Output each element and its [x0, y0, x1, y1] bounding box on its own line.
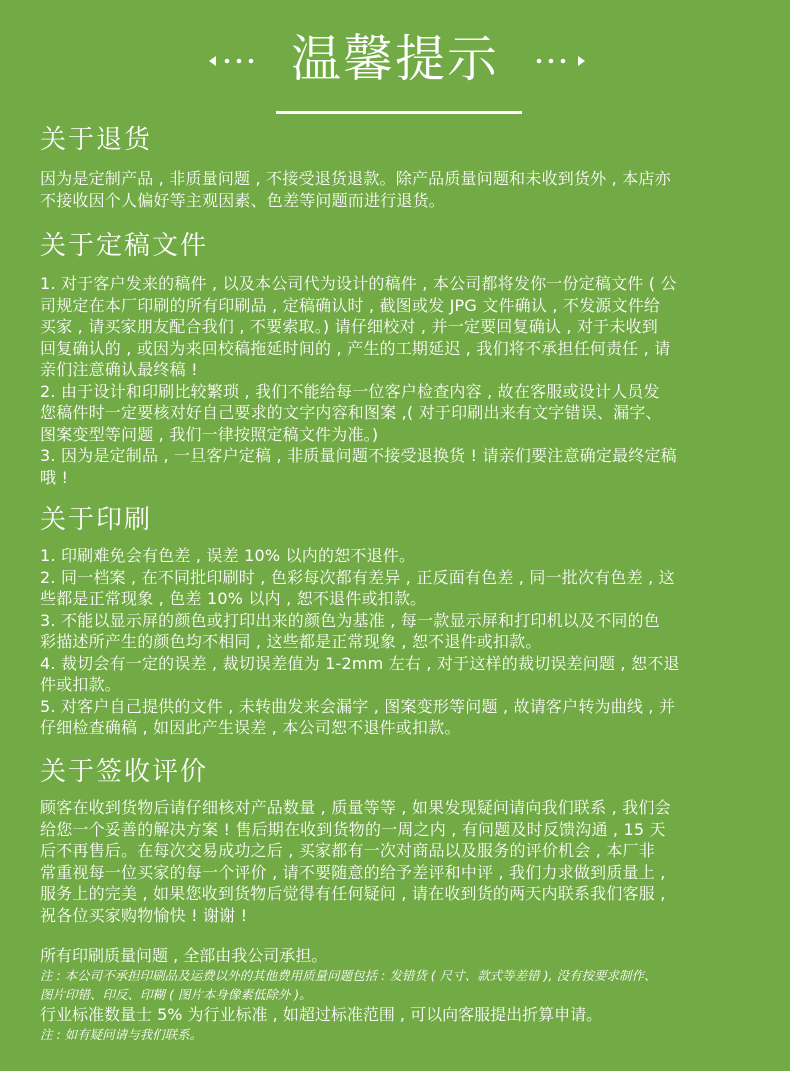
title-underline	[276, 111, 522, 114]
footer-statement: 所有印刷质量问题 , 全部由我公司承担。	[40, 946, 328, 965]
footer-contact-note: 注 : 如有疑问请与我们联系。	[40, 1027, 203, 1042]
header	[0, 26, 790, 116]
right-ornament-icon	[529, 56, 585, 66]
footer-note: 图片印错、印反、印糊 ( 图片本身像素低除外 )。	[40, 987, 312, 1002]
printing-line: 彩描述所产生的颜色均不相同 , 这些都是正常现象 , 恕不退件或扣款。	[40, 632, 542, 651]
draft-line: 哦 !	[40, 467, 69, 487]
draft-line: 3. 因为是定制品 , 一旦客户定稿 , 非质量问题不接受退换货 ! 请亲们要注意确定最终定稿	[40, 446, 677, 465]
review-line: 常重视每一位买家的每一个评价 , 请不要随意的给予差评和中评 , 我们力求做到质量上 ,	[40, 862, 666, 882]
printing-line: 件或扣款。	[40, 675, 122, 694]
printing-line: 3. 不能以显示屏的颜色或打印出来的颜色为基准 , 每一款显示屏和打印机以及不同的色	[40, 610, 661, 630]
draft-line: 亲们注意确认最终稿 !	[40, 360, 198, 379]
section-receipt-review	[40, 757, 760, 926]
review-line: 顾客在收到货物后请仔细核对产品数量 , 质量等等 , 如果发现疑问请向我们联系 , 我们会	[40, 798, 671, 817]
returns-line: 不接收因个人偏好等主观因素、色差等问题而进行退货。	[40, 190, 446, 210]
printing-line: 2. 同一档案 , 在不同批印刷时 , 色彩每次都有差异 , 正反面有色差 , 同一批次有色差 , 这	[40, 567, 675, 587]
printing-line: 4. 裁切会有一定的误差 , 裁切误差值为 1-2mm 左右 , 对于这样的裁切误差问题 , 恕不退	[40, 653, 680, 673]
review-line: 祝各位买家购物愉快 ! 谢谢 !	[40, 905, 248, 925]
draft-line: 买家 , 请买家朋友配合我们 , 不要索取。) 请仔细校对 , 并一定要回复确认 , 对于未收到	[40, 317, 658, 336]
draft-line: 回复确认的 , 或因为来回校稿拖延时间的 , 产生的工期延迟 , 我们将不承担任何责任 , 请	[40, 338, 671, 358]
printing-line: 5. 对客户自己提供的文件 , 未转曲发来会漏字 , 图案变形等问题 , 故请客户转为曲线 , 并	[40, 696, 676, 716]
review-line: 给您一个妥善的解决方案 ! 售后期在收到货物的一周之内 , 有问题及时反馈沟通 , 15 天	[40, 819, 666, 839]
printing-line: 些都是正常现象 , 色差 10% 以内 , 恕不退件或扣款。	[40, 589, 427, 608]
footer	[40, 945, 760, 1044]
review-line: 服务上的完美 , 如果您收到货物后觉得有任何疑问 , 请在收到货的两天内联系我们客服 ,	[40, 884, 666, 903]
draft-line: 图案变型等问题 , 我们一律按照定稿文件为准。)	[40, 424, 379, 444]
footer-note: 注 : 本公司不承担印刷品及运费以外的其他费用质量问题包括 : 发错货 ( 尺寸、款式等差错 ), 没有按要求制作、	[40, 968, 657, 983]
section-title-printing: 关于印刷	[40, 505, 153, 535]
returns-line: 因为是定制产品 , 非质量问题 , 不接受退货退款。除产品质量问题和未收到货外 , 本店亦	[40, 169, 671, 188]
section-final-draft	[40, 231, 760, 488]
footer-standard: 行业标准数量士 5% 为行业标准 , 如超过标准范围 , 可以向客服提出折算申请。	[40, 1005, 603, 1024]
draft-line: 2. 由于设计和印刷比较繁琐 , 我们不能给每一位客户检查内容 , 故在客服或设计人员发	[40, 381, 660, 401]
draft-line: 1. 对于客户发来的稿件 , 以及本公司代为设计的稿件 , 本公司都将发你一份定稿文件 ( 公	[40, 274, 677, 293]
draft-line: 您稿件时一定要核对好自己要求的文字内容和图案 ,( 对于印刷出来有文字错误、漏字、	[40, 403, 662, 422]
draft-line: 司规定在本厂印刷的所有印刷品 , 定稿确认时 , 截图或发 JPG 文件确认 , 不发源文件给	[40, 295, 661, 315]
section-returns	[40, 125, 760, 211]
printing-line: 1. 印刷难免会有色差 , 误差 10% 以内的恕不退件。	[40, 546, 416, 565]
page-title: 温馨提示	[291, 30, 499, 88]
section-printing	[40, 505, 760, 739]
section-title-receipt-review: 关于签收评价	[40, 757, 209, 787]
section-title-returns: 关于退货	[40, 125, 153, 155]
printing-line: 仔细检查确稿 , 如因此产生误差 , 本公司恕不退件或扣款。	[40, 718, 461, 737]
review-line: 后不再售后。在每次交易成功之后 , 买家都有一次对商品以及服务的评价机会 , 本厂非	[40, 841, 655, 860]
section-title-final-draft: 关于定稿文件	[40, 231, 209, 261]
